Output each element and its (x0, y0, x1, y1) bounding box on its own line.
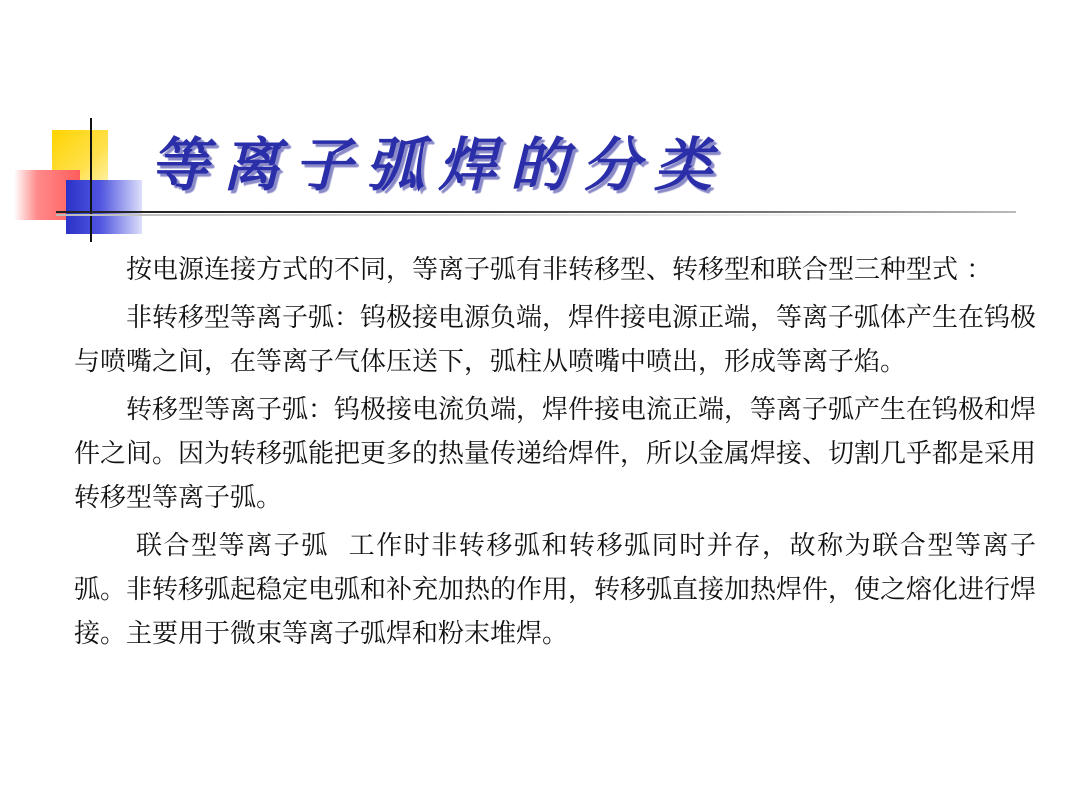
title-underline (56, 211, 1016, 213)
title-underline-shadow (56, 214, 956, 216)
slide-title: 等离子弧焊的分类 (150, 131, 727, 199)
slide-body (74, 248, 1036, 660)
paragraph-intro: 按电源连接方式的不同，等离子弧有非转移型、转移型和联合型三种型式 ： (126, 255, 993, 285)
paragraph-transferred-arc: 转移型等离子弧：钨极接电流负端，焊件接电流正端，等离子弧产生在钨极和焊件之间。因为转移弧能把更多的热量传递给焊件，所以金属焊接、切割几乎都是采用转移型等离子弧。 (74, 395, 1037, 513)
vertical-rule (90, 118, 92, 242)
paragraph-combined-arc: 联合型等离子弧 工作时非转移弧和转移弧同时并存，故称为联合型等离子弧。非转移弧起稳定电弧和补充加热的作用，转移弧直接加热焊件，使之熔化进行焊接。主要用于微束等离子弧焊和粉末堆焊。 (74, 531, 1037, 649)
blue-square-decoration (66, 180, 142, 234)
paragraph-non-transferred-arc: 非转移型等离子弧：钨极接电源负端，焊件接电源正端，等离子弧体产生在钨极与喷嘴之间，在等离子气体压送下，弧柱从喷嘴中喷出，形成等离子焰。 (74, 303, 1037, 377)
